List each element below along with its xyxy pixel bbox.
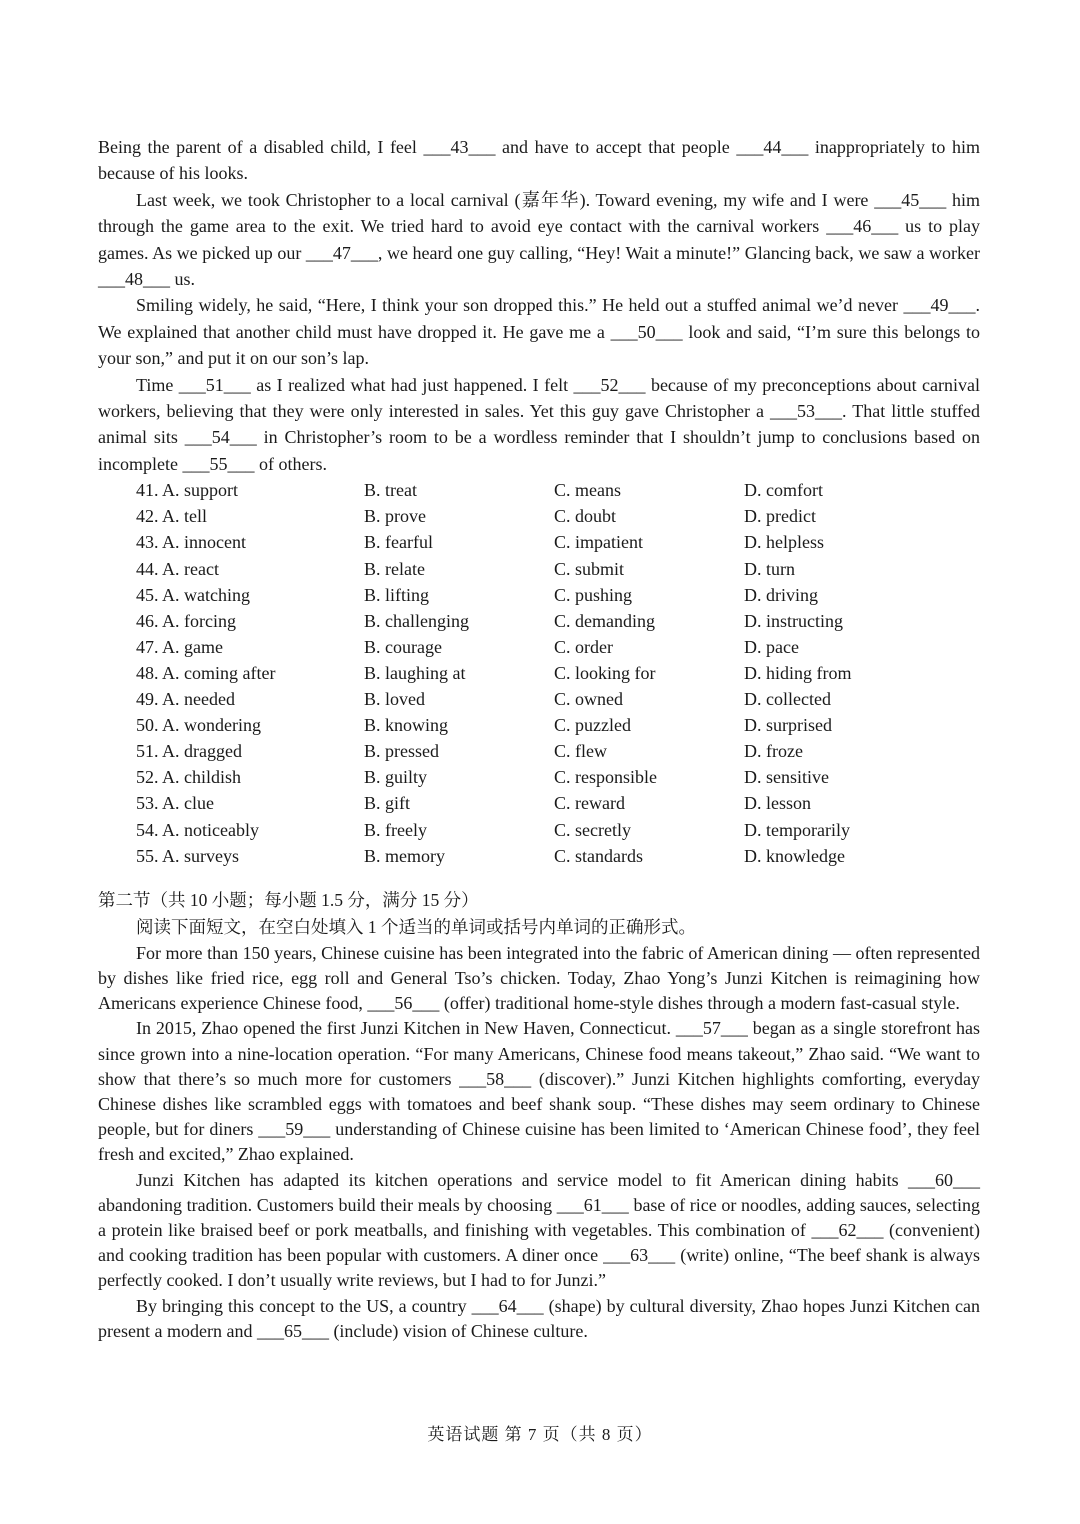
- passage-paragraph: Last week, we took Christopher to a local carnival (嘉年华). Toward evening, my wife and I were ___45___ him through the game area to the exit. We tried hard to avoid eye contact with the carnival workers ___46___ us to play games. As we picked up our ___47___, we heard one guy calling, “Hey! Wait a minute!” Glancing back, we saw a worker ___48___ us.: [98, 189, 980, 290]
- option-d: D. hiding from: [744, 662, 852, 683]
- option-a: 46. A. forcing: [136, 610, 236, 631]
- option-a: 52. A. childish: [136, 767, 242, 788]
- option-c: C. order: [554, 636, 613, 657]
- option-b: B. guilty: [364, 767, 428, 788]
- option-b: B. knowing: [364, 715, 449, 736]
- option-d: D. knowledge: [744, 845, 845, 866]
- answer-options: [98, 477, 980, 868]
- option-c: C. reward: [554, 793, 625, 814]
- option-a: 49. A. needed: [136, 689, 235, 710]
- option-c: C. puzzled: [554, 715, 631, 736]
- section-instruction: 阅读下面短文，在空白处填入 1 个适当的单词或括号内单词的正确形式。: [136, 916, 696, 937]
- exam-page: [98, 134, 980, 1344]
- option-a: 44. A. react: [136, 558, 219, 579]
- option-c: C. responsible: [554, 767, 657, 788]
- option-d: D. helpless: [744, 532, 824, 553]
- option-a: 47. A. game: [136, 636, 223, 657]
- passage-paragraph: Being the parent of a disabled child, I feel ___43___ and have to accept that people ___44___ inappropriately to him because of his looks.: [98, 137, 980, 184]
- option-row: [98, 477, 980, 503]
- option-b: B. lifting: [364, 584, 430, 605]
- option-a: 53. A. clue: [136, 793, 214, 814]
- option-c: C. demanding: [554, 610, 655, 631]
- option-row: [98, 712, 980, 738]
- option-b: B. courage: [364, 636, 442, 657]
- option-row: [98, 790, 980, 816]
- option-d: D. collected: [744, 689, 831, 710]
- passage-paragraph: Time ___51___ as I realized what had just happened. I felt ___52___ because of my preconceptions about carnival workers, believing that they were only interested in sales. Yet this guy gave Christopher a ___53___. That little stuffed animal sits ___54___ in Christopher’s room to be a wordless reminder that I shouldn’t jump to conclusions based on incomplete ___55___ of others.: [98, 374, 980, 474]
- option-b: B. memory: [364, 845, 445, 866]
- option-c: C. flew: [554, 741, 607, 762]
- option-c: C. means: [554, 480, 621, 501]
- passage-paragraph: By bringing this concept to the US, a country ___64___ (shape) by cultural diversity, Zhao hopes Junzi Kitchen can present a modern and ___65___ (include) vision of Chinese culture.: [98, 1295, 980, 1341]
- page-footer: 英语试题 第 7 页（共 8 页）: [427, 1425, 653, 1444]
- option-b: B. treat: [364, 480, 417, 501]
- passage-paragraph: In 2015, Zhao opened the first Junzi Kitchen in New Haven, Connecticut. ___57___ began as a single storefront has since grown into a nine-location operation. “For many Americans, Chinese food means takeout,” Zhao said. “We want to show that there’s so much more for customers ___58___ (discover).” Junzi Kitchen highlights comforting, everyday Chinese dishes like scrambled eggs with tomatoes and beef shank soup. “These dishes may seem ordinary to Chinese people, but for diners ___59___ understanding of Chinese cuisine has been limited to ‘American Chinese food’, they feel fresh and excited,” Zhao explained.: [98, 1018, 980, 1165]
- option-d: D. turn: [744, 558, 795, 579]
- section-heading: 第二节（共 10 小题；每小题 1.5 分，满分 15 分）: [98, 889, 479, 910]
- option-d: D. lesson: [744, 793, 811, 814]
- passage-paragraph: For more than 150 years, Chinese cuisine has been integrated into the fabric of American dining — often represented by dishes like fried rice, egg roll and General Tso’s chicken. Today, Zhao Yong’s Junzi Kitchen is reimagining how Americans experience Chinese food, ___56___ (offer) traditional home-style dishes through a modern fast-casual style.: [98, 942, 980, 1014]
- option-c: C. impatient: [554, 532, 643, 553]
- option-d: D. surprised: [744, 715, 832, 736]
- option-d: D. froze: [744, 741, 803, 762]
- option-c: C. pushing: [554, 584, 633, 605]
- option-row: [98, 764, 980, 790]
- option-row: [98, 817, 980, 843]
- option-d: D. instructing: [744, 610, 843, 631]
- option-d: D. driving: [744, 584, 818, 605]
- option-b: B. freely: [364, 819, 427, 840]
- option-b: B. relate: [364, 558, 425, 579]
- option-b: B. fearful: [364, 532, 433, 553]
- option-row: [98, 503, 980, 529]
- option-a: 50. A. wondering: [136, 715, 261, 736]
- option-row: [98, 634, 980, 660]
- cloze-passage: [98, 134, 980, 477]
- option-d: D. sensitive: [744, 767, 829, 788]
- option-c: C. owned: [554, 689, 623, 710]
- option-row: [98, 556, 980, 582]
- option-a: 43. A. innocent: [136, 532, 246, 553]
- option-c: C. standards: [554, 845, 643, 866]
- option-row: [98, 608, 980, 634]
- option-c: C. submit: [554, 558, 625, 579]
- option-a: 45. A. watching: [136, 584, 250, 605]
- option-a: 42. A. tell: [136, 506, 207, 527]
- option-a: 41. A. support: [136, 480, 239, 501]
- option-c: C. looking for: [554, 662, 656, 683]
- option-row: [98, 843, 980, 869]
- option-d: D. predict: [744, 506, 816, 527]
- option-c: C. secretly: [554, 819, 631, 840]
- option-row: [98, 738, 980, 764]
- option-b: B. pressed: [364, 741, 439, 762]
- option-b: B. challenging: [364, 610, 469, 631]
- passage-paragraph: Smiling widely, he said, “Here, I think your son dropped this.” He held out a stuffed animal we’d never ___49___. We explained that another child must have dropped it. He gave me a ___50___ look and said, “I’m sure this belongs to your son,” and put it on our son’s lap.: [98, 295, 980, 369]
- option-b: B. gift: [364, 793, 411, 814]
- option-d: D. pace: [744, 636, 799, 657]
- option-c: C. doubt: [554, 506, 617, 527]
- option-b: B. laughing at: [364, 662, 466, 683]
- passage-paragraph: Junzi Kitchen has adapted its kitchen operations and service model to fit American dining habits ___60___ abandoning tradition. Customers build their meals by choosing ___61___ base of rice or noodles, adding sauces, selecting a protein like braised beef or pork meatballs, and finishing with vegetables. This combination of ___62___ (convenient) and cooking tradition has been popular with customers. A diner once ___63___ (write) online, “The beef shank is always perfectly cooked. I don’t usually write reviews, but I had to for Junzi.”: [98, 1169, 980, 1291]
- option-d: D. comfort: [744, 480, 823, 501]
- option-a: 51. A. dragged: [136, 741, 242, 762]
- option-b: B. prove: [364, 506, 426, 527]
- option-a: 48. A. coming after: [136, 662, 276, 683]
- option-a: 54. A. noticeably: [136, 819, 259, 840]
- option-b: B. loved: [364, 689, 425, 710]
- option-row: [98, 660, 980, 686]
- option-row: [98, 529, 980, 555]
- grammar-fill-section: [98, 887, 980, 1344]
- option-a: 55. A. surveys: [136, 845, 239, 866]
- option-d: D. temporarily: [744, 819, 850, 840]
- option-row: [98, 582, 980, 608]
- option-row: [98, 686, 980, 712]
